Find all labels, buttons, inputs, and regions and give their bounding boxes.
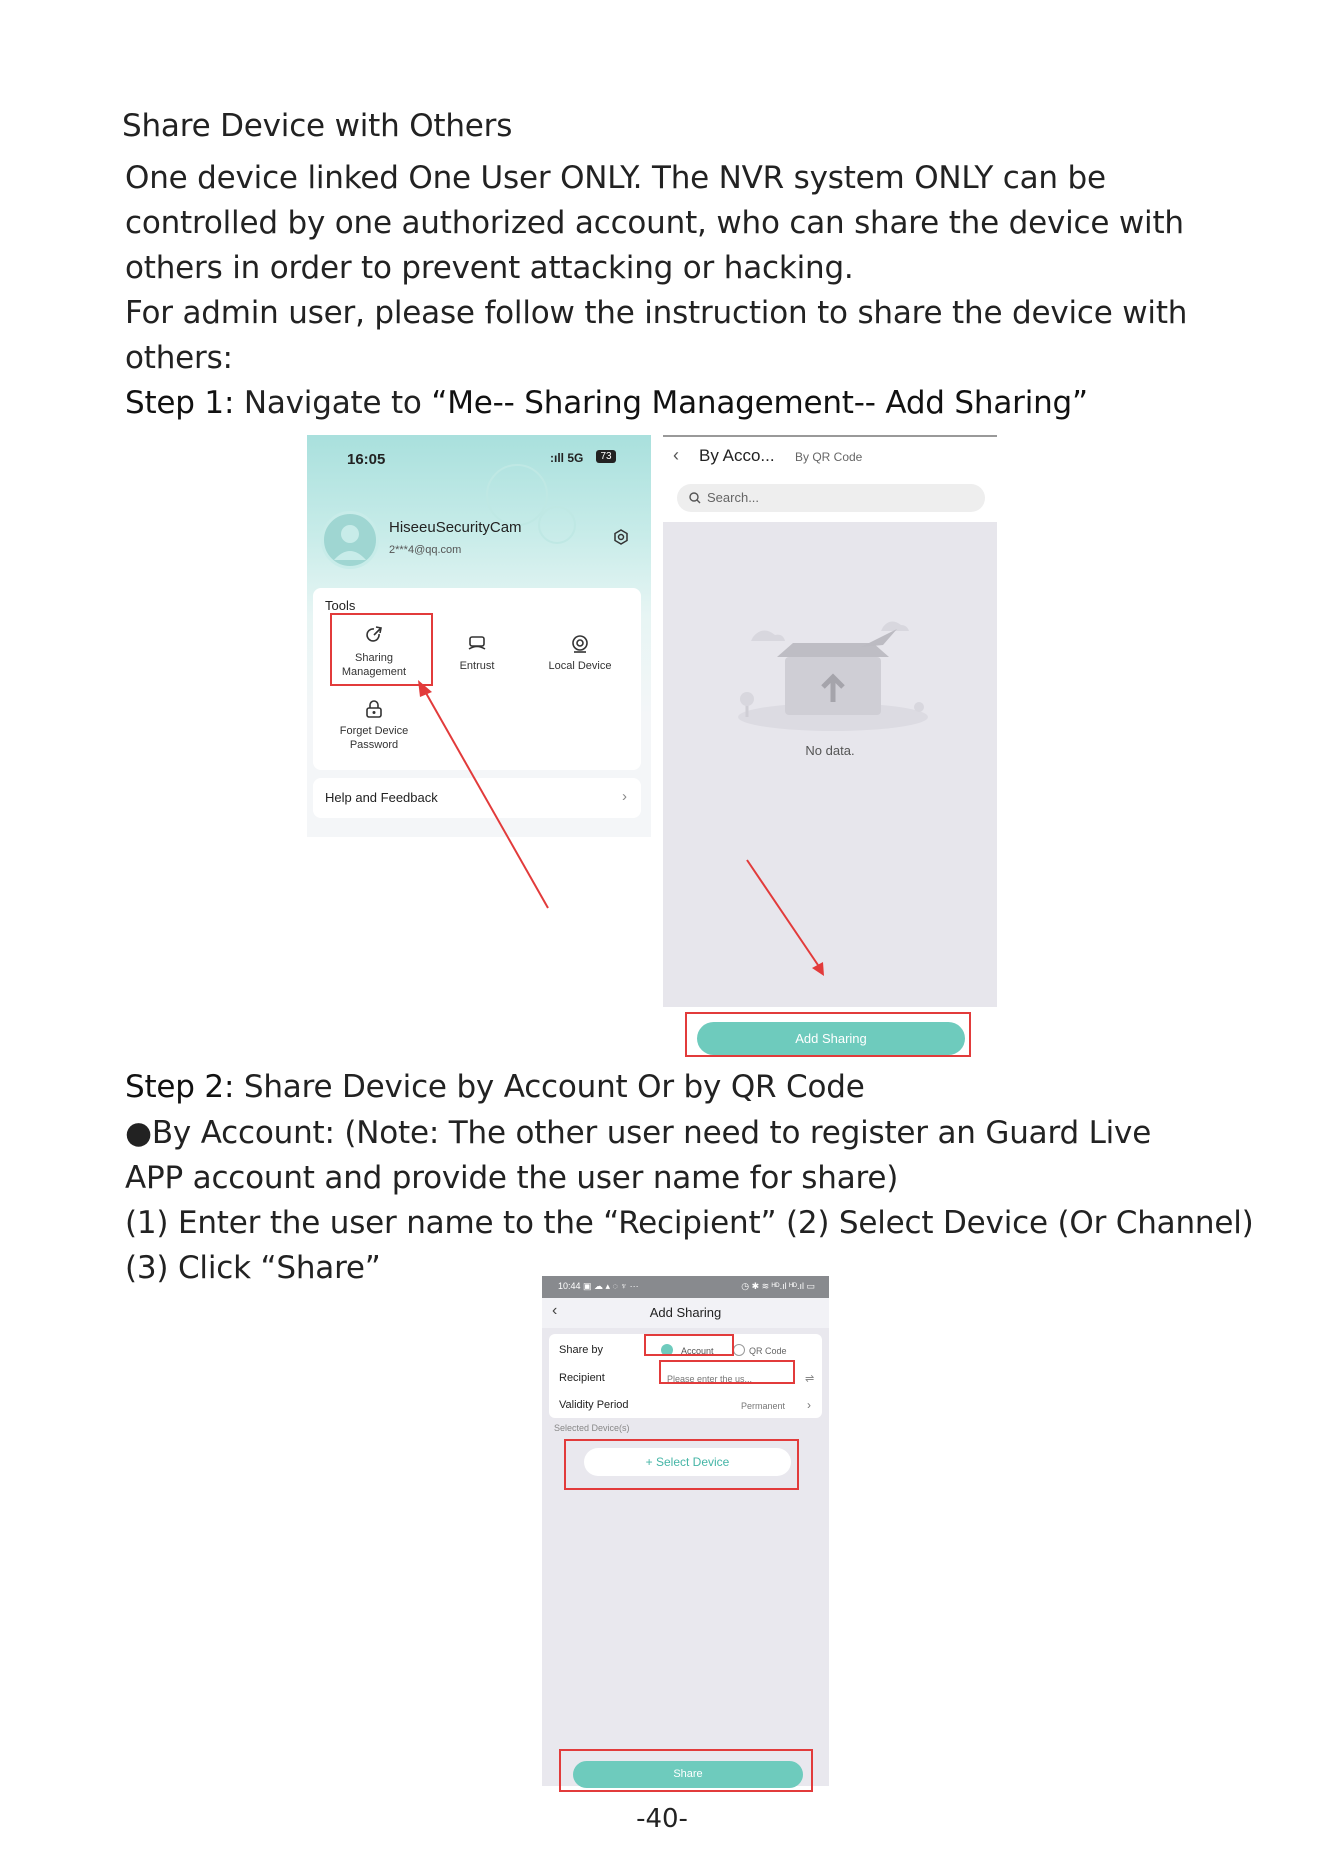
share-by-label: Share by	[559, 1344, 604, 1356]
account-option-label: Account	[681, 1346, 714, 1356]
tab-by-qr-code[interactable]: By QR Code	[795, 450, 863, 464]
contacts-icon[interactable]: ⇌	[805, 1373, 815, 1385]
user-email: 2***4@qq.com	[389, 544, 462, 556]
bullet-line-1: ●By Account: (Note: The other user need to register an Guard Live	[125, 1115, 1152, 1151]
recipient-label: Recipient	[559, 1372, 605, 1384]
selected-devices-label: Selected Device(s)	[554, 1423, 630, 1433]
recipient-input[interactable]: Please enter the us...	[667, 1374, 753, 1384]
battery-icon: 73	[596, 450, 616, 463]
validity-value[interactable]: Permanent	[741, 1401, 786, 1411]
user-name: HiseeuSecurityCam	[389, 519, 522, 536]
qr-option-label: QR Code	[749, 1346, 787, 1356]
highlight-recipient-input	[659, 1360, 795, 1384]
step2-label: Step 2:	[125, 1069, 235, 1105]
highlight-account-option	[644, 1334, 734, 1356]
status-right: ◷ ✱ ≋ ᴴᴰ.ıl ᴴᴰ.ıl ▭	[741, 1281, 815, 1291]
tab-by-account[interactable]: By Acco...	[699, 446, 775, 465]
step1-path: “Me-- Sharing Management-- Add Sharing”	[431, 385, 1088, 421]
step2-line	[125, 1069, 865, 1105]
bullet-line-4: (3) Click “Share”	[125, 1250, 381, 1286]
step1-label: Step 1:	[125, 385, 235, 421]
search-placeholder: Search...	[707, 490, 760, 505]
status-left: 10:44 ▣ ☁ ▴ ◌ ♆ ···	[558, 1281, 639, 1291]
help-feedback-label: Help and Feedback	[325, 790, 438, 805]
intro-line-2: controlled by one authorized account, who can share the device with	[125, 205, 1184, 241]
arrow-to-add-sharing	[747, 860, 820, 968]
share-button[interactable]: Share	[573, 1761, 803, 1788]
no-data-text: No data.	[805, 743, 855, 758]
chevron-right-icon: ›	[807, 1398, 811, 1412]
arrowhead-sharing	[418, 680, 432, 697]
validity-label: Validity Period	[559, 1399, 629, 1411]
bullet-line-2: APP account and provide the user name for share)	[125, 1160, 899, 1196]
highlight-share-button	[559, 1749, 813, 1792]
qr-radio[interactable]	[733, 1344, 745, 1356]
chevron-right-icon: ›	[622, 788, 627, 805]
tools-title: Tools	[325, 598, 356, 613]
tool-sharing-label-1: Sharing	[355, 652, 393, 664]
tool-forget-label-2: Password	[349, 739, 399, 751]
select-device-button[interactable]: + Select Device	[584, 1448, 791, 1476]
page-number: -40-	[636, 1804, 688, 1834]
step1-text: Navigate to	[234, 385, 432, 421]
arrow-to-sharing-management	[422, 686, 548, 908]
add-sharing-header	[542, 1298, 829, 1328]
status-signal: :ıll 5G	[550, 451, 584, 465]
tool-local-device-label: Local Device	[548, 660, 612, 672]
page-title: Add Sharing	[649, 1305, 722, 1320]
status-time: 16:05	[347, 451, 386, 468]
tool-sharing-label-2: Management	[341, 666, 407, 678]
add-sharing-button[interactable]: Add Sharing	[697, 1022, 965, 1055]
step2-text: Share Device by Account Or by QR Code	[234, 1069, 865, 1105]
section-heading: Share Device with Others	[122, 108, 513, 144]
tool-forget-label-1: Forget Device	[339, 725, 409, 737]
admin-line-2: others:	[125, 340, 233, 376]
admin-line-1: For admin user, please follow the instruction to share the device with	[125, 295, 1188, 331]
intro-line-3: others in order to prevent attacking or hacking.	[125, 250, 854, 286]
intro-line-1: One device linked One User ONLY. The NVR system ONLY can be	[125, 160, 1106, 196]
tool-entrust-label: Entrust	[459, 660, 495, 672]
back-icon[interactable]: ‹	[673, 445, 679, 465]
bullet-line-3: (1) Enter the user name to the “Recipient” (2) Select Device (Or Channel)	[125, 1205, 1254, 1241]
highlight-select-device	[564, 1439, 799, 1490]
back-icon[interactable]: ‹	[552, 1302, 558, 1319]
status-bar	[542, 1276, 829, 1298]
